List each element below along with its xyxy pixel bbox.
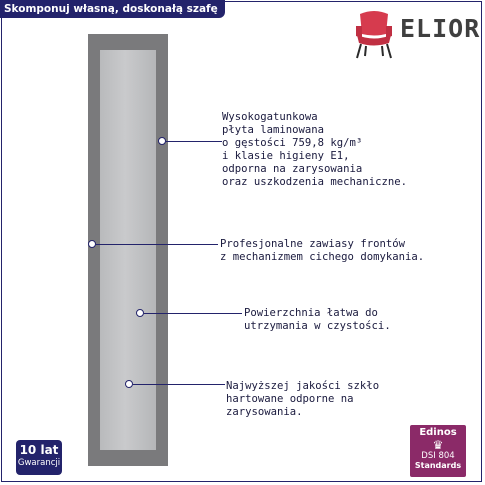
- warranty-badge: [16, 440, 62, 475]
- callout-dot-board: [158, 137, 166, 145]
- callout-dot-hinges: [88, 240, 96, 248]
- page-title: Skomponuj własną, doskonałą szafę: [0, 0, 225, 18]
- callout-dot-surface: [136, 309, 144, 317]
- callout-line-surface: [144, 313, 242, 314]
- feature-glass-text: Najwyższej jakości szkło hartowane odporne na zarysowania.: [226, 380, 380, 418]
- certificate-code: DSI 804: [421, 451, 455, 461]
- crown-icon: ♛: [432, 438, 444, 452]
- certificate-label: Standards: [414, 461, 462, 470]
- chair-icon: [356, 11, 392, 58]
- feature-surface-text: Powierzchnia łatwa do utrzymania w czystości.: [244, 307, 391, 332]
- callout-line-board: [166, 141, 222, 142]
- callout-line-hinges: [96, 244, 218, 245]
- callout-line-glass: [133, 384, 225, 385]
- warranty-years: 10 lat: [19, 443, 59, 457]
- warranty-label: Gwarancji: [17, 458, 61, 468]
- edinos-certificate: [410, 425, 466, 477]
- brand-name: ELIOR: [400, 14, 481, 43]
- feature-hinges-text: Profesjonalne zawiasy frontów z mechanizmem cichego domykania.: [220, 238, 425, 263]
- feature-board-text: Wysokogatunkowa płyta laminowana o gęstości 759,8 kg/m³ i klasie higieny E1, odporna na zarysowania oraz uszkodzenia mechaniczne.: [222, 111, 407, 188]
- callout-dot-glass: [125, 380, 133, 388]
- certificate-name: Edinos: [419, 427, 457, 438]
- door-mirror-glass: [100, 50, 156, 450]
